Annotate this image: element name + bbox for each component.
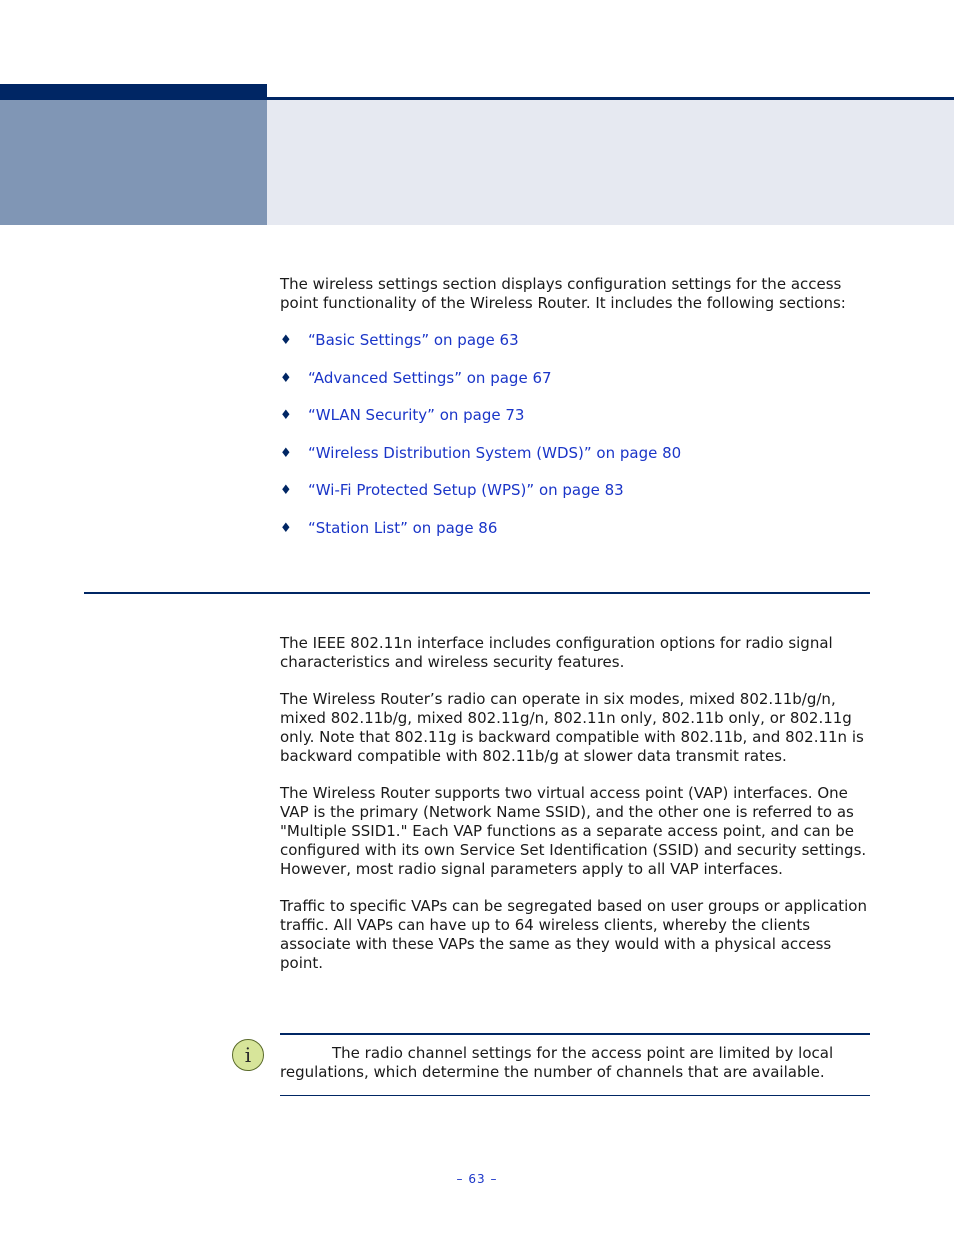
list-item xyxy=(280,444,870,482)
list-item xyxy=(280,369,870,407)
diamond-bullet-icon: ♦ xyxy=(280,333,292,348)
body-paragraph-2: The Wireless Router’s radio can operate in six modes, mixed 802.11b/g/n, mixed 802.11b/g, mixed 802.11g/n, 802.11n only, 802.11b only, or 802.11g only. Note that 802.11g is backward compatible with 802.11b, and 802.11n is backward compatible with 802.11b/g at slower data transmit rates. xyxy=(280,690,864,765)
header-block-right xyxy=(267,100,954,225)
link-wps[interactable]: “Wi-Fi Protected Setup (WPS)” on page 83 xyxy=(308,481,624,500)
link-station-list[interactable]: “Station List” on page 86 xyxy=(308,518,498,537)
page-number: – 63 – xyxy=(456,1172,498,1186)
info-icon: i xyxy=(232,1039,264,1071)
intro-paragraph: The wireless settings section displays configuration settings for the access point functionality of the Wireless Router. It includes the following sections: xyxy=(280,275,846,312)
body-paragraph-1: The IEEE 802.11n interface includes configuration options for radio signal characteristics and wireless security features. xyxy=(280,634,833,671)
note-rule-top xyxy=(280,1033,870,1035)
header-block-left xyxy=(0,100,267,225)
link-basic-settings[interactable]: “Basic Settings” on page 63 xyxy=(308,331,519,349)
note-rule-bottom xyxy=(280,1095,870,1096)
section-divider xyxy=(84,592,870,594)
link-advanced-settings[interactable]: “Advanced Settings” on page 67 xyxy=(308,368,552,387)
list-item xyxy=(280,519,870,557)
diamond-bullet-icon: ♦ xyxy=(280,445,292,461)
diamond-bullet-icon: ♦ xyxy=(280,370,292,386)
link-wds[interactable]: “Wireless Distribution System (WDS)” on page 80 xyxy=(308,443,682,462)
link-wlan-security[interactable]: “WLAN Security” on page 73 xyxy=(308,406,525,425)
diamond-bullet-icon: ♦ xyxy=(280,520,292,536)
body-paragraph-4: Traffic to specific VAPs can be segregated based on user groups or application traffic. All VAPs can have up to 64 wireless clients, whereby the clients associate with these VAPs the same as they would with a physical access point. xyxy=(280,897,867,972)
body-section xyxy=(280,634,870,991)
list-item xyxy=(280,331,870,369)
body-paragraph-3: The Wireless Router supports two virtual access point (VAP) interfaces. One VAP is the primary (Network Name SSID), and the other one is referred to as "Multiple SSID1." Each VAP functions as a separate access point, and can be configured with its own Service Set Identification (SSID) and security settings. However, most radio signal parameters apply to all VAP interfaces. xyxy=(280,784,867,878)
header-bar-dark xyxy=(0,84,267,100)
diamond-bullet-icon: ♦ xyxy=(280,483,292,499)
section-link-list xyxy=(280,331,870,557)
intro-section xyxy=(280,275,870,313)
list-item xyxy=(280,406,870,444)
note-text: The radio channel settings for the access point are limited by local regulations, which determine the number of channels that are available. xyxy=(280,1044,834,1081)
diamond-bullet-icon: ♦ xyxy=(280,408,292,424)
list-item xyxy=(280,481,870,519)
